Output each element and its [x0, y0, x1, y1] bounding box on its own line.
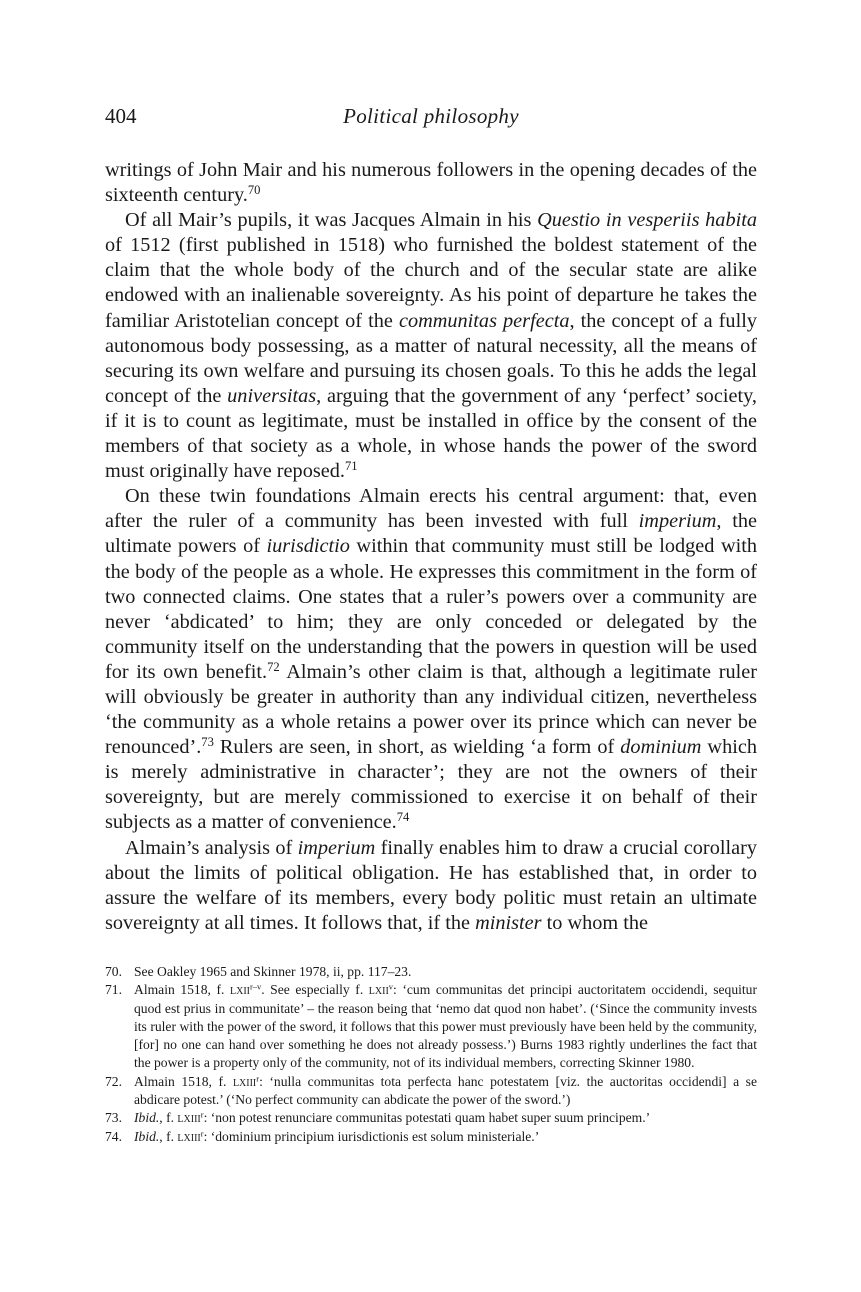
text-run: to whom the [541, 911, 649, 934]
italic-term: communitas perfecta [398, 309, 570, 332]
text-run: Rulers are seen, in short, as wielding ‘a form of [213, 736, 621, 759]
page-number: 404 [105, 104, 137, 128]
text-run: Almain’s other claim is that, although a legitimate ruler will obviously be greater in authority than any individual citizen, nevertheless ‘the community as a whole retains a power over its prince which can never be renounced’. [105, 660, 757, 759]
paragraph-4 [105, 836, 757, 936]
footnote-text: Almain 1518, f. [134, 1073, 233, 1089]
folio-side: r–v [249, 981, 262, 992]
folio-numeral: lxiii [177, 1110, 201, 1126]
text-run: within that community must still be lodged with the body of the people as a whole. He expresses this commitment in the form of two connected claims. One states that a ruler’s powers over a community are never ‘abdicated’ to him; they are only conceded or delegated by the community itself on the understanding that the powers in question will be used for its own benefit. [105, 535, 758, 683]
text-run: writings of John Mair and his numerous followers in the opening decades of the sixteenth century. [105, 159, 757, 207]
text-run: On these twin foundations Almain erects his central argument: that, even after the ruler of a community has been invested with full [105, 485, 757, 533]
text-run: , arguing that the government of any ‘perfect’ society, if it is to count as legitimate, must be installed in office by the consent of the members of that society as a whole, in whose hands the power of the sword must originally have reposed. [105, 384, 757, 483]
footnote-text: : ‘non potest renunciare communitas potestati quam habet super suum principem.’ [203, 1110, 651, 1126]
footnote-72 [105, 1073, 757, 1110]
footnote-number: 70. [105, 964, 122, 979]
ibid-abbrev: Ibid. [134, 1128, 160, 1144]
text-run: of 1512 (first published in 1518) who furnished the boldest statement of the claim that the whole body of the church and of the secular state are alike endowed with an inalienable sovereignty. As his point of departure he takes the familiar Aristotelian concept of the [105, 234, 757, 332]
footnote-text: : ‘nulla communitas tota perfecta hanc potestatem [viz. the auctoritas occidendi] a se abdicare potest.’ (‘No perfect community can abdicate the power of the sword.’) [134, 1073, 757, 1108]
folio-side: r [256, 1073, 260, 1084]
text-run: Of all Mair’s pupils, it was Jacques Almain in his [125, 209, 538, 232]
italic-term: dominium [620, 736, 702, 759]
footnote-number: 72. [105, 1073, 122, 1089]
folio-numeral: lxiii [177, 1128, 201, 1144]
footnote-ref-70: 70 [247, 183, 261, 198]
folio-numeral: lxiii [232, 1073, 257, 1089]
footnote-text: Almain 1518, f. [134, 982, 230, 998]
folio-side: r [200, 1128, 204, 1139]
text-run: finally enables him to draw a crucial corollary about the limits of political obligation. He has established that, in order to assure the welfare of its members, every body politic must retain an ultimate sovereignty at all times. It follows that, if the [105, 836, 757, 934]
footnote-70 [105, 963, 757, 981]
footnotes [105, 963, 757, 1146]
folio-numeral: lxii [229, 982, 250, 998]
footnote-ref-73: 73 [201, 735, 214, 750]
footnote-ref-74: 74 [396, 810, 410, 825]
main-text [105, 158, 757, 936]
text-run: , the ultimate powers of [105, 510, 758, 558]
text-run: Almain’s analysis of [125, 836, 298, 859]
folio-side: r [200, 1109, 204, 1120]
footnote-text: : ‘cum communitas det principi auctoritatem occidendi, sequitur quod est prius in communitate’ – the reason being that ‘nemo dat quod non habet’. (‘Since the community invests its ruler with the power of the sword, it follows that this power must previously have been held by the community, [for] no one can hand over something he does not already possess.’) Burns 1983 rightly underlines the fact that the power is a property only of the community, not of its individual members, correcting Skinner 1980. [134, 982, 757, 1071]
text-run: which is merely administrative in character’; they are not the owners of their sovereignty, but are merely commissioned to exercise it on behalf of their subjects as a matter of convenience. [105, 736, 757, 834]
footnote-text: , f. [159, 1110, 178, 1126]
italic-term: universitas [227, 384, 317, 407]
italic-term: Questio in vesperiis habita [537, 209, 757, 232]
ibid-abbrev: Ibid. [134, 1110, 160, 1126]
footnote-ref-72: 72 [267, 659, 280, 674]
footnote-71 [105, 981, 757, 1072]
footnote-text: . See especially f. [261, 982, 369, 998]
footnote-74 [105, 1128, 757, 1146]
footnote-73 [105, 1109, 757, 1127]
italic-term: imperium [638, 510, 717, 533]
running-head [105, 104, 757, 134]
text-run: , the concept of a fully autonomous body possessing, as a matter of natural necessity, all the means of securing its own welfare and pursuing its chosen goals. To this he adds the legal concept of the [105, 309, 757, 407]
paragraph-3 [105, 484, 757, 835]
folio-numeral: lxii [368, 982, 389, 998]
footnote-number: 73. [105, 1110, 122, 1126]
footnote-number: 71. [105, 982, 122, 998]
running-title: Political philosophy [343, 104, 519, 128]
paragraph-1 [105, 158, 757, 208]
footnote-ref-71: 71 [344, 459, 358, 474]
italic-term: iurisdictio [266, 535, 350, 558]
footnote-number: 74. [105, 1128, 122, 1144]
italic-term: minister [475, 911, 542, 934]
footnote-text: , f. [159, 1128, 178, 1144]
paragraph-2 [105, 208, 757, 484]
folio-side: v [388, 981, 394, 992]
italic-term: imperium [297, 836, 376, 859]
footnote-text: See Oakley 1965 and Skinner 1978, ii, pp. 117–23. [134, 964, 412, 979]
footnote-text: : ‘dominium principium iurisdictionis est solum ministeriale.’ [203, 1128, 540, 1144]
